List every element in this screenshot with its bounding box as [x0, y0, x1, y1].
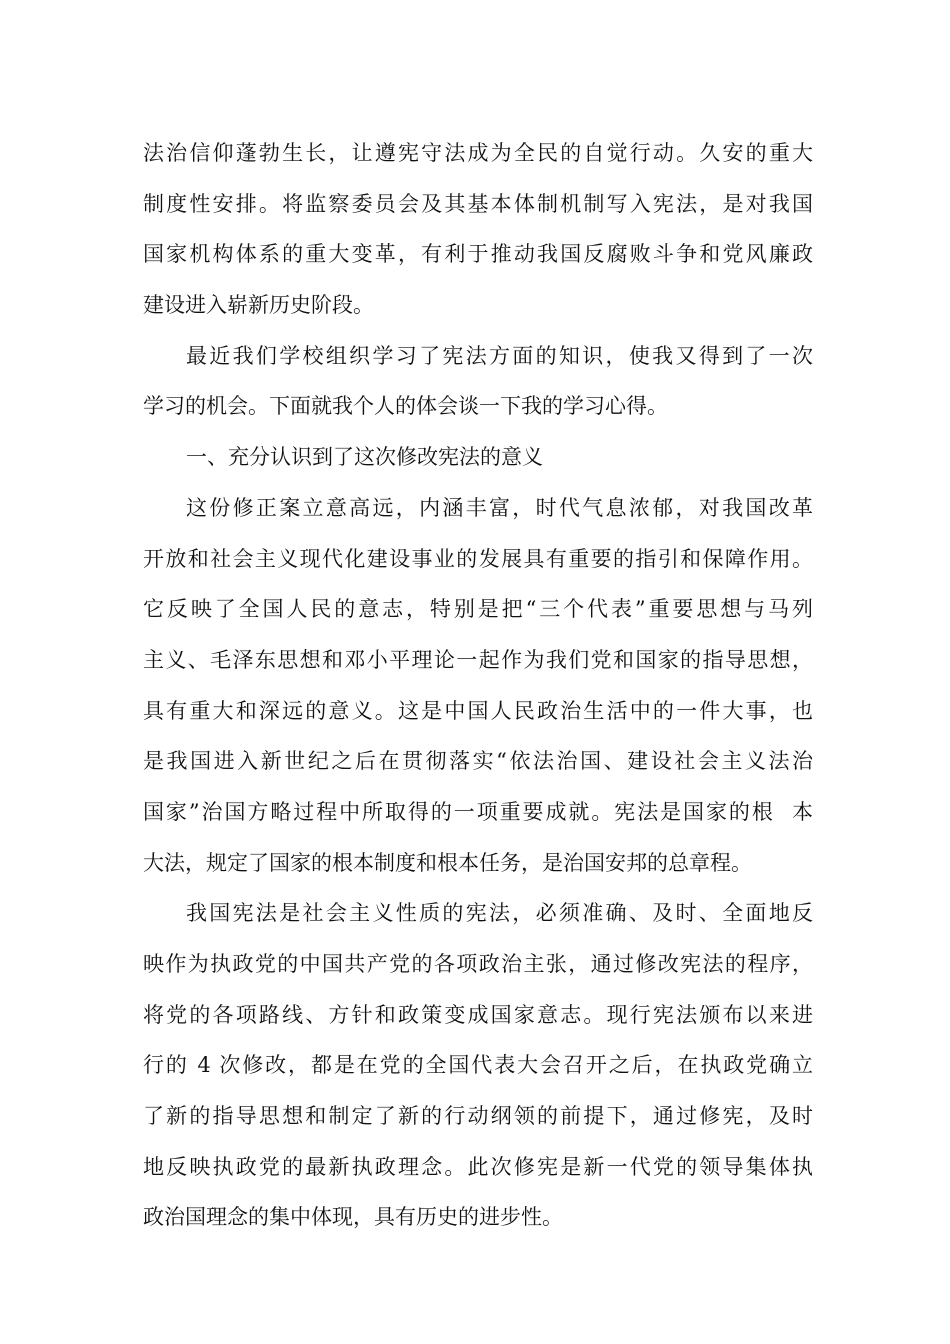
text-line: 映作为执政党的中国共产党的各项政治主张，通过修改宪法的程序，: [143, 952, 813, 976]
text-line: 政治国理念的集中体现，具有历史的进步性。: [143, 1205, 563, 1230]
paragraph-start-line: 最近我们学校组织学习了宪法方面的知识，使我又得到了一次: [186, 343, 813, 368]
text-line: 它反映了全国人民的意志，特别是把“三个代表”重要思想与马列: [143, 597, 813, 622]
text-line: 主义、毛泽东思想和邓小平理论一起作为我们党和国家的指导思想，: [143, 647, 813, 672]
text-line: 将党的各项路线、方针和政策变成国家意志。现行宪法颁布以来进: [143, 1002, 813, 1027]
paragraph-start-line: 我国宪法是社会主义性质的宪法，必须准确、及时、全面地反: [186, 901, 813, 926]
text-line: 地反映执政党的最新执政理念。此次修宪是新一代党的领导集体执: [143, 1154, 813, 1179]
text-line: 建设进入崭新历史阶段。: [143, 293, 374, 318]
text-line: 国家机构体系的重大变革，有利于推动我国反腐败斗争和党风廉政: [143, 242, 813, 267]
section-heading: 一、充分认识到了这次修改宪法的意义: [186, 445, 543, 470]
text-line: 法治信仰蓬勃生长，让遵宪守法成为全民的自觉行动。久安的重大: [143, 141, 813, 165]
text-line: 具有重大和深远的意义。这是中国人民政治生活中的一件大事，也: [143, 698, 813, 723]
text-line: 开放和社会主义现代化建设事业的发展具有重要的指引和保障作用。: [143, 546, 813, 571]
text-line: 学习的机会。下面就我个人的体会谈一下我的学习心得。: [143, 394, 668, 419]
text-line: 行的 4 次修改，都是在党的全国代表大会召开之后，在执政党确立: [143, 1053, 813, 1078]
text-line: 大法，规定了国家的根本制度和根本任务，是治国安邦的总章程。: [143, 850, 752, 875]
paragraph-start-line: 这份修正案立意高远，内涵丰富，时代气息浓郁，对我国改革: [186, 495, 813, 520]
text-line: 是我国进入新世纪之后在贯彻落实“依法治国、建设社会主义法治: [143, 749, 813, 774]
text-line: 了新的指导思想和制定了新的行动纲领的前提下，通过修宪，及时: [143, 1104, 813, 1129]
text-line: 国家”治国方略过程中所取得的一项重要成就。宪法是国家的根 本: [143, 799, 813, 824]
body-text: [143, 128, 813, 1243]
text-line: 制度性安排。将监察委员会及其基本体制机制写入宪法，是对我国: [143, 191, 813, 216]
